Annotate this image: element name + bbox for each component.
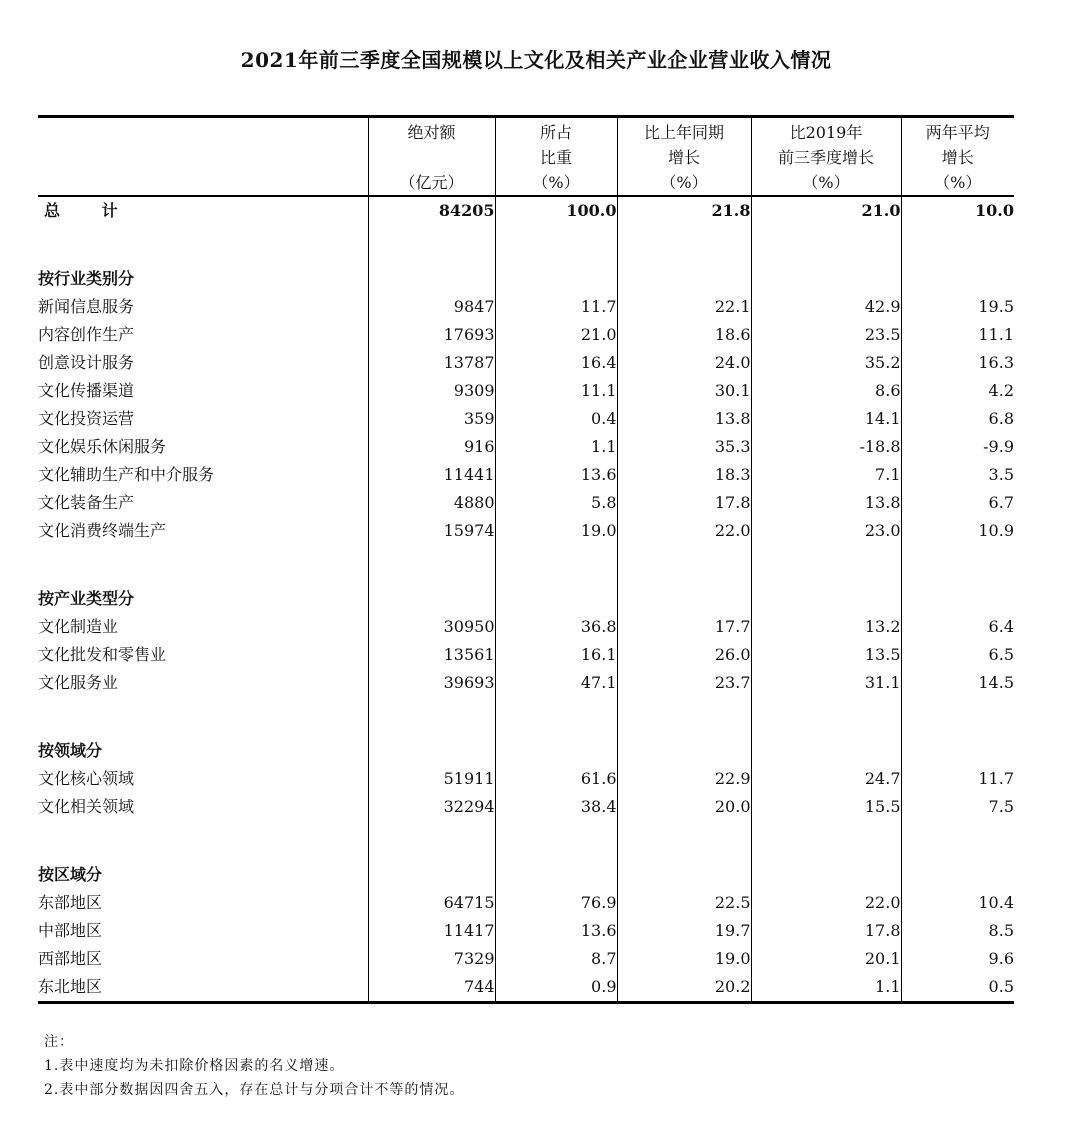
row-label: 文化辅助生产和中介服务 xyxy=(38,465,215,484)
value-cell: 36.8 xyxy=(495,613,617,641)
page-title: 2021年前三季度全国规模以上文化及相关产业企业营业收入情况 xyxy=(240,48,832,72)
row-label: 东部地区 xyxy=(38,893,103,912)
value-cell: 9847 xyxy=(368,293,495,321)
row-label: 西部地区 xyxy=(38,949,103,968)
row-label: 内容创作生产 xyxy=(38,325,135,344)
value-cell: 35.2 xyxy=(751,349,901,377)
section-title: 按领域分 xyxy=(38,741,103,760)
table-row xyxy=(38,641,1014,669)
value-cell: 17.7 xyxy=(617,613,751,641)
value-cell: 1.1 xyxy=(495,433,617,461)
value-cell: 31.1 xyxy=(751,669,901,697)
value-cell: 39693 xyxy=(368,669,495,697)
row-label: 新闻信息服务 xyxy=(38,297,135,316)
value-cell: 6.7 xyxy=(901,489,1014,517)
section-title: 按产业类型分 xyxy=(38,589,135,608)
value-cell: 5.8 xyxy=(495,489,617,517)
value-cell: 16.1 xyxy=(495,641,617,669)
footnotes xyxy=(44,1030,464,1102)
value-cell: 6.5 xyxy=(901,641,1014,669)
value-cell: 359 xyxy=(368,405,495,433)
value-cell: 19.7 xyxy=(617,917,751,945)
value-cell: 10.4 xyxy=(901,889,1014,917)
value-cell: 19.0 xyxy=(617,945,751,973)
value-cell: 11417 xyxy=(368,917,495,945)
table-row xyxy=(38,793,1014,821)
section-header-row xyxy=(38,861,1014,889)
row-label: 文化核心领域 xyxy=(38,769,135,788)
value-cell: 76.9 xyxy=(495,889,617,917)
value-cell: 64715 xyxy=(368,889,495,917)
value-cell: 7.1 xyxy=(751,461,901,489)
section-spacer xyxy=(38,545,1014,585)
value-cell: 916 xyxy=(368,433,495,461)
table-row xyxy=(38,293,1014,321)
value-cell: 26.0 xyxy=(617,641,751,669)
value-cell: 13.5 xyxy=(751,641,901,669)
value-cell: 13.2 xyxy=(751,613,901,641)
value-cell: 11441 xyxy=(368,461,495,489)
table-row xyxy=(38,889,1014,917)
value-cell: 22.0 xyxy=(751,889,901,917)
header-row xyxy=(38,117,1014,197)
row-label: 文化传播渠道 xyxy=(38,381,135,400)
value-cell: 32294 xyxy=(368,793,495,821)
value-cell: 100.0 xyxy=(495,196,617,225)
value-cell: 10.9 xyxy=(901,517,1014,545)
table-row xyxy=(38,917,1014,945)
header-vs-2019: 比2019年 前三季度增长 （%） xyxy=(751,117,901,197)
value-cell: 84205 xyxy=(368,196,495,225)
table-row xyxy=(38,945,1014,973)
section-header-row xyxy=(38,265,1014,293)
table-row xyxy=(38,433,1014,461)
row-label: 文化批发和零售业 xyxy=(38,645,167,664)
value-cell: 21.0 xyxy=(495,321,617,349)
value-cell: 7329 xyxy=(368,945,495,973)
value-cell: 17693 xyxy=(368,321,495,349)
value-cell: 19.5 xyxy=(901,293,1014,321)
value-cell: 20.0 xyxy=(617,793,751,821)
value-cell: 7.5 xyxy=(901,793,1014,821)
value-cell: 15974 xyxy=(368,517,495,545)
value-cell: 3.5 xyxy=(901,461,1014,489)
value-cell: 11.1 xyxy=(495,377,617,405)
value-cell: 16.3 xyxy=(901,349,1014,377)
table-row xyxy=(38,973,1014,1003)
value-cell: 22.9 xyxy=(617,765,751,793)
value-cell: 22.5 xyxy=(617,889,751,917)
value-cell: 13787 xyxy=(368,349,495,377)
value-cell: 11.7 xyxy=(901,765,1014,793)
header-absolute: 绝对额 （亿元） xyxy=(368,117,495,197)
value-cell: 42.9 xyxy=(751,293,901,321)
row-label: 文化装备生产 xyxy=(38,493,135,512)
value-cell: 19.0 xyxy=(495,517,617,545)
value-cell: 47.1 xyxy=(495,669,617,697)
value-cell: -9.9 xyxy=(901,433,1014,461)
row-label: 东北地区 xyxy=(38,977,103,996)
value-cell: 30.1 xyxy=(617,377,751,405)
table-row xyxy=(38,405,1014,433)
section-title: 按行业类别分 xyxy=(38,269,135,288)
value-cell: 13.6 xyxy=(495,917,617,945)
value-cell: 21.8 xyxy=(617,196,751,225)
row-label: 文化制造业 xyxy=(38,617,119,636)
value-cell: 14.5 xyxy=(901,669,1014,697)
row-label: 文化服务业 xyxy=(38,673,119,692)
footnote-1: 1.表中速度均为未扣除价格因素的名义增速。 xyxy=(44,1058,345,1074)
value-cell: 14.1 xyxy=(751,405,901,433)
value-cell: 23.0 xyxy=(751,517,901,545)
value-cell: 17.8 xyxy=(617,489,751,517)
value-cell: 13.8 xyxy=(617,405,751,433)
footnote-2: 2.表中部分数据因四舍五入，存在总计与分项合计不等的情况。 xyxy=(44,1082,465,1098)
value-cell: 6.8 xyxy=(901,405,1014,433)
header-yoy: 比上年同期 增长 （%） xyxy=(617,117,751,197)
row-label: 文化相关领域 xyxy=(38,797,135,816)
value-cell: 38.4 xyxy=(495,793,617,821)
value-cell: 1.1 xyxy=(751,973,901,1003)
row-label: 文化投资运营 xyxy=(38,409,135,428)
value-cell: 744 xyxy=(368,973,495,1003)
value-cell: 20.1 xyxy=(751,945,901,973)
row-label: 总 计 xyxy=(44,201,136,220)
value-cell: 6.4 xyxy=(901,613,1014,641)
value-cell: 15.5 xyxy=(751,793,901,821)
row-label: 文化消费终端生产 xyxy=(38,521,167,540)
value-cell: 13.8 xyxy=(751,489,901,517)
table-row xyxy=(38,349,1014,377)
total-row xyxy=(38,196,1014,225)
table-row xyxy=(38,669,1014,697)
value-cell: 61.6 xyxy=(495,765,617,793)
value-cell: 13561 xyxy=(368,641,495,669)
value-cell: 11.1 xyxy=(901,321,1014,349)
table-row xyxy=(38,461,1014,489)
value-cell: 51911 xyxy=(368,765,495,793)
value-cell: 4.2 xyxy=(901,377,1014,405)
header-share: 所占 比重 （%） xyxy=(495,117,617,197)
value-cell: 13.6 xyxy=(495,461,617,489)
value-cell: 16.4 xyxy=(495,349,617,377)
table-row xyxy=(38,613,1014,641)
section-header-row xyxy=(38,737,1014,765)
row-label: 中部地区 xyxy=(38,921,103,940)
value-cell: -18.8 xyxy=(751,433,901,461)
value-cell: 23.5 xyxy=(751,321,901,349)
footnote-heading: 注： xyxy=(44,1034,74,1050)
section-header-row xyxy=(38,585,1014,613)
table-row xyxy=(38,489,1014,517)
value-cell: 10.0 xyxy=(901,196,1014,225)
value-cell: 35.3 xyxy=(617,433,751,461)
value-cell: 8.7 xyxy=(495,945,617,973)
value-cell: 24.0 xyxy=(617,349,751,377)
table-row xyxy=(38,321,1014,349)
value-cell: 18.6 xyxy=(617,321,751,349)
value-cell: 0.4 xyxy=(495,405,617,433)
value-cell: 8.5 xyxy=(901,917,1014,945)
row-label: 文化娱乐休闲服务 xyxy=(38,437,167,456)
section-spacer xyxy=(38,821,1014,861)
section-spacer xyxy=(38,697,1014,737)
value-cell: 24.7 xyxy=(751,765,901,793)
value-cell: 8.6 xyxy=(751,377,901,405)
value-cell: 9309 xyxy=(368,377,495,405)
table-row xyxy=(38,377,1014,405)
value-cell: 23.7 xyxy=(617,669,751,697)
revenue-table xyxy=(38,115,1014,1004)
table-row xyxy=(38,765,1014,793)
value-cell: 30950 xyxy=(368,613,495,641)
value-cell: 0.5 xyxy=(901,973,1014,1003)
value-cell: 22.0 xyxy=(617,517,751,545)
value-cell: 18.3 xyxy=(617,461,751,489)
table-row xyxy=(38,517,1014,545)
section-title: 按区域分 xyxy=(38,865,103,884)
value-cell: 21.0 xyxy=(751,196,901,225)
value-cell: 20.2 xyxy=(617,973,751,1003)
value-cell: 11.7 xyxy=(495,293,617,321)
value-cell: 22.1 xyxy=(617,293,751,321)
value-cell: 17.8 xyxy=(751,917,901,945)
value-cell: 9.6 xyxy=(901,945,1014,973)
value-cell: 0.9 xyxy=(495,973,617,1003)
row-label: 创意设计服务 xyxy=(38,353,135,372)
header-blank xyxy=(38,117,368,197)
value-cell: 4880 xyxy=(368,489,495,517)
header-two-year-avg: 两年平均 增长 （%） xyxy=(901,117,1014,197)
section-spacer xyxy=(38,225,1014,265)
